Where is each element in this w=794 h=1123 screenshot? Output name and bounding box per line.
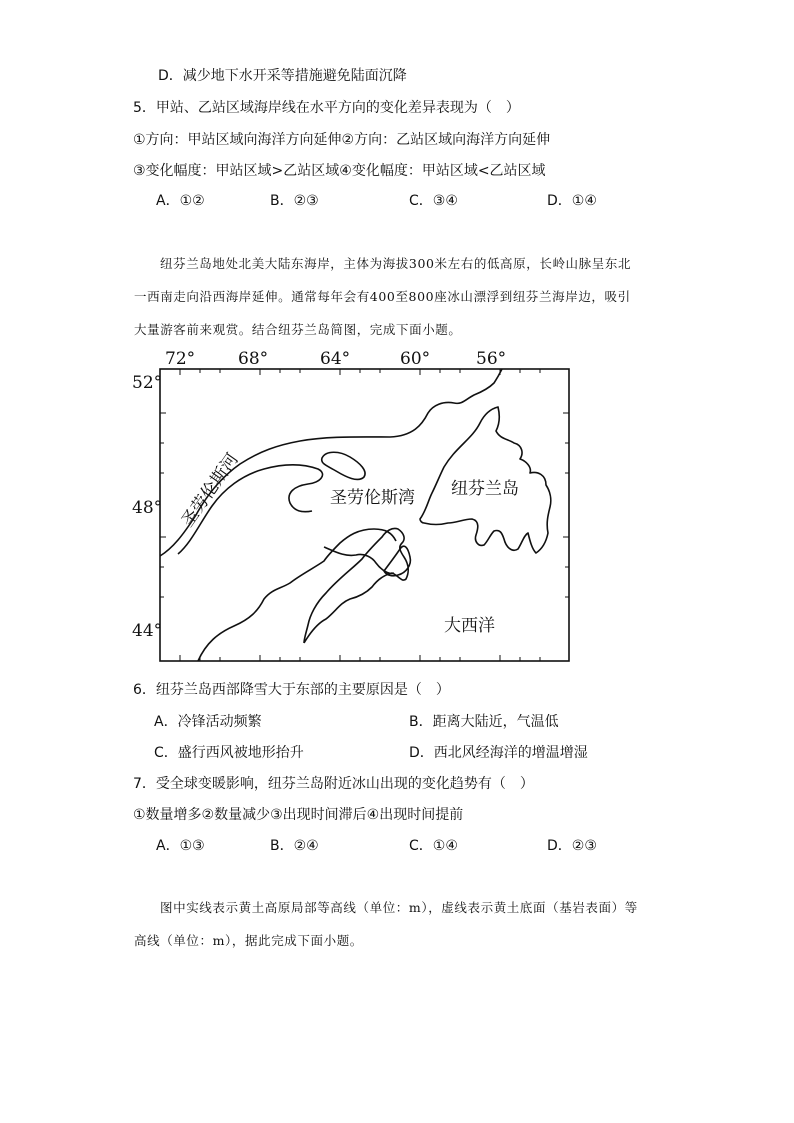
q7-stem: 7．受全球变暖影响，纽芬兰岛附近冰山出现的变化趋势有（ ） — [133, 776, 534, 792]
lat-label-44: 44° — [132, 621, 163, 641]
passage1-line-2: 一西南走向沿西海岸延伸。通常每年会有400至800座冰山漂浮到纽芬兰海岸边，吸引 — [134, 289, 631, 304]
north-shore-coastline — [160, 369, 502, 556]
q5-statement-line-1: ①方向：甲站区域向海洋方向延伸②方向：乙站区域向海洋方向延伸 — [133, 132, 551, 148]
lon-label-72: 72° — [165, 349, 196, 369]
q6-stem: 6．纽芬兰岛西部降雪大于东部的主要原因是（ ） — [133, 682, 450, 698]
lat-label-52: 52° — [132, 373, 163, 393]
lon-label-68: 68° — [238, 349, 269, 369]
passage2-line-2: 高线（单位：m），据此完成下面小题。 — [134, 933, 363, 948]
q5-statement-line-2: ③变化幅度：甲站区域>乙站区域④变化幅度：甲站区域<乙站区域 — [133, 163, 546, 179]
q6-option-a[interactable]: A．冷锋活动频繁 — [154, 714, 262, 730]
q7-option-d[interactable]: D．②③ — [547, 838, 597, 854]
label-atlantic-ocean: 大西洋 — [444, 616, 495, 636]
map-ticks — [160, 369, 569, 661]
map-frame — [160, 369, 569, 661]
lon-label-60: 60° — [400, 349, 431, 369]
q5-option-d[interactable]: D．①④ — [547, 193, 597, 209]
q5-option-b[interactable]: B．②③ — [270, 193, 319, 209]
maritimes-coastline — [198, 529, 396, 661]
label-gulf-st-lawrence: 圣劳伦斯湾 — [330, 488, 415, 508]
anticosti-island — [322, 452, 365, 479]
q6-option-b[interactable]: B．距离大陆近，气温低 — [409, 714, 559, 730]
newfoundland-map — [128, 343, 578, 668]
q7-option-c[interactable]: C．①④ — [409, 838, 458, 854]
passage1-line-1: 纽芬兰岛地处北美大陆东海岸，主体为海拔300米左右的低高原，长岭山脉呈东北 — [160, 256, 632, 271]
passage1-line-3: 大量游客前来观赏。结合纽芬兰岛简图，完成下面小题。 — [134, 322, 462, 337]
q6-option-c[interactable]: C．盛行西风被地形抬升 — [154, 745, 304, 761]
lon-label-56: 56° — [476, 349, 507, 369]
q5-option-a[interactable]: A．①② — [156, 193, 205, 209]
nova-scotia-peninsula — [304, 528, 408, 643]
lat-label-48: 48° — [132, 498, 163, 518]
q5-option-c[interactable]: C．③④ — [409, 193, 458, 209]
q7-option-a[interactable]: A．①③ — [156, 838, 205, 854]
q4-option-d: D．减少地下水开采等措施避免陆面沉降 — [158, 68, 407, 84]
label-st-lawrence-river: 圣劳伦斯河 — [177, 449, 243, 531]
prince-edward-island — [324, 547, 394, 574]
passage2-line-1: 图中实线表示黄土高原局部等高线（单位：m），虚线表示黄土底面（基岩表面）等 — [160, 900, 638, 915]
q5-stem: 5．甲站、乙站区域海岸线在水平方向的变化差异表现为（ ） — [133, 100, 520, 116]
q7-option-b[interactable]: B．②④ — [270, 838, 319, 854]
q7-statement-line: ①数量增多②数量减少③出现时间滞后④出现时间提前 — [133, 807, 464, 823]
label-newfoundland: 纽芬兰岛 — [451, 479, 519, 499]
q6-option-d[interactable]: D．西北风经海洋的增温增湿 — [409, 745, 588, 761]
lon-label-64: 64° — [320, 349, 351, 369]
